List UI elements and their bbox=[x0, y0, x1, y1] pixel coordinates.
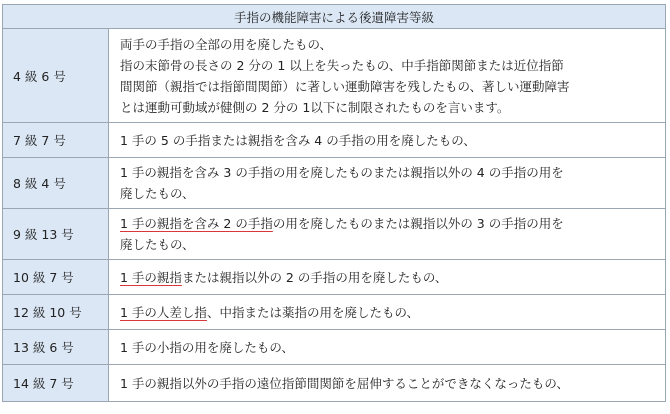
table-header-row bbox=[3, 5, 666, 29]
grade-cell: 13 級 6 号 bbox=[3, 330, 109, 365]
underlined-phrase: 1 手の人差し指 bbox=[120, 304, 207, 320]
table-row bbox=[3, 158, 666, 209]
description-line: とは運動可動域が健側の 2 分の 1以下に制限されたものを言います。 bbox=[120, 99, 510, 115]
table-title: 手指の機能障害による後遺障害等級 bbox=[3, 5, 666, 29]
table-row bbox=[3, 209, 666, 260]
grade-cell: 7 級 7 号 bbox=[3, 123, 109, 158]
description-cell: 1 手の 5 の手指または親指を含み 4 の手指の用を廃したもの、 bbox=[109, 123, 666, 158]
description-cell bbox=[109, 29, 666, 123]
description-text: の用を廃したものまたは親指以外の 3 の手指の用を bbox=[272, 216, 564, 231]
grade-cell: 10 級 7 号 bbox=[3, 260, 109, 295]
table-row bbox=[3, 295, 666, 330]
description-cell bbox=[109, 260, 666, 295]
description-cell bbox=[109, 295, 666, 330]
description-line: 指の末節骨の長さの 2 分の 1 以上を失ったもの、中手指節関節または近位指節 bbox=[120, 57, 564, 73]
underlined-phrase: 1 手の親指 bbox=[120, 269, 182, 285]
description-line bbox=[120, 213, 659, 234]
description-line: 1 手の親指を含み 3 の手指の用を廃したものまたは親指以外の 4 の手指の用を bbox=[120, 165, 564, 180]
description-line: 両手の手指の全部の用を廃したもの、 bbox=[120, 36, 333, 52]
grade-cell: 14 級 7 号 bbox=[3, 365, 109, 402]
grade-cell: 8 級 4 号 bbox=[3, 158, 109, 209]
grade-cell: 12 級 10 号 bbox=[3, 295, 109, 330]
grade-cell: 4 級 6 号 bbox=[3, 29, 109, 123]
description-cell bbox=[109, 158, 666, 209]
description-cell: 1 手の小指の用を廃したもの、 bbox=[109, 330, 666, 365]
underlined-phrase: 1 手の親指を含み 2 の手指 bbox=[120, 216, 273, 231]
table-row bbox=[3, 365, 666, 402]
disability-grade-table bbox=[2, 4, 666, 402]
description-line: 廃したもの、 bbox=[120, 186, 195, 201]
table-row bbox=[3, 330, 666, 365]
description-cell: 1 手の親指以外の手指の遠位指節間関節を屈伸することができなくなったもの、 bbox=[109, 365, 666, 402]
description-line: 廃したもの、 bbox=[120, 237, 195, 252]
description-line: 間関節（親指では指節間関節）に著しい運動障害を残したもの、著しい運動障害 bbox=[120, 78, 570, 94]
table-row bbox=[3, 260, 666, 295]
table-row bbox=[3, 29, 666, 123]
description-text: 、中指または薬指の用を廃したもの、 bbox=[206, 304, 419, 320]
description-cell bbox=[109, 209, 666, 260]
grade-cell: 9 級 13 号 bbox=[3, 209, 109, 260]
description-text: または親指以外の 2 の手指の用を廃したもの、 bbox=[181, 269, 448, 285]
table-row bbox=[3, 123, 666, 158]
